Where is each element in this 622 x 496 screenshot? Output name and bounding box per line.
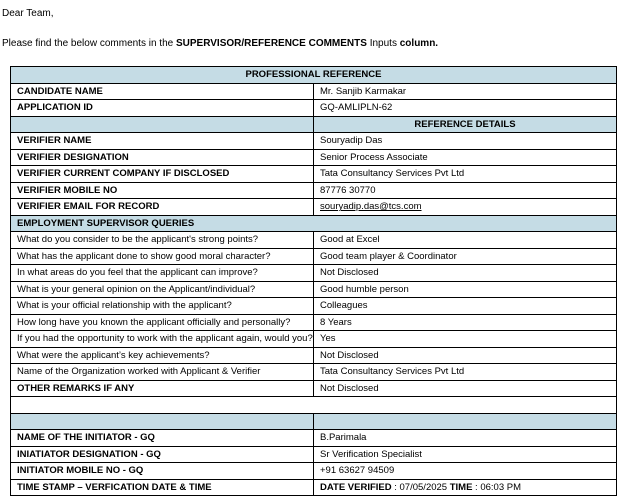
reference-details-header: REFERENCE DETAILS xyxy=(314,116,617,133)
professional-reference-table xyxy=(10,66,617,496)
initiator-label: NAME OF THE INITIATOR - GQ xyxy=(11,430,314,447)
query-row xyxy=(11,281,617,298)
query-row xyxy=(11,331,617,348)
application-label: APPLICATION ID xyxy=(11,100,314,117)
query-answer: Good humble person xyxy=(314,281,617,298)
table-title: PROFESSIONAL REFERENCE xyxy=(11,67,617,84)
initiator-value: B.Parimala xyxy=(314,430,617,447)
query-row xyxy=(11,232,617,249)
blank-cell xyxy=(11,397,617,414)
email-link[interactable]: souryadip.das@tcs.com xyxy=(320,201,422,213)
date-value: : 07/05/2025 xyxy=(391,481,450,493)
timestamp-value xyxy=(314,479,617,496)
query-question: What has the applicant done to show good moral character? xyxy=(11,248,314,265)
query-answer: Not Disclosed xyxy=(314,265,617,282)
query-row xyxy=(11,347,617,364)
verifier-value: Tata Consultancy Services Pvt Ltd xyxy=(314,166,617,183)
query-question: What do you consider to be the applicant's strong points? xyxy=(11,232,314,249)
candidate-value: Mr. Sanjib Karmakar xyxy=(314,83,617,100)
query-answer: Good at Excel xyxy=(314,232,617,249)
table-title-row xyxy=(11,67,617,84)
other-remarks-row xyxy=(11,380,617,397)
query-question: Name of the Organization worked with Applicant & Verifier xyxy=(11,364,314,381)
intro-highlight: SUPERVISOR/REFERENCE COMMENTS xyxy=(175,38,367,49)
blank-row xyxy=(11,397,617,414)
intro-suffix: column. xyxy=(399,38,439,49)
intro-prefix: Please find the below comments in the xyxy=(2,38,176,49)
blank-shaded-cell xyxy=(314,413,617,430)
queries-header-row xyxy=(11,215,617,232)
initiator-value: Sr Verification Specialist xyxy=(314,446,617,463)
verifier-label: VERIFIER DESIGNATION xyxy=(11,149,314,166)
verifier-value: 87776 30770 xyxy=(314,182,617,199)
query-question: How long have you known the applicant officially and personally? xyxy=(11,314,314,331)
query-question: What were the applicant’s key achievements? xyxy=(11,347,314,364)
query-answer: Colleagues xyxy=(314,298,617,315)
time-label: TIME xyxy=(449,481,473,493)
other-remarks-value: Not Disclosed xyxy=(314,380,617,397)
verifier-label: VERIFIER NAME xyxy=(11,133,314,150)
verifier-value: Souryadip Das xyxy=(314,133,617,150)
application-row xyxy=(11,100,617,117)
candidate-label: CANDIDATE NAME xyxy=(11,83,314,100)
verifier-row xyxy=(11,166,617,183)
query-row xyxy=(11,265,617,282)
blank-shaded-row xyxy=(11,413,617,430)
verifier-row xyxy=(11,199,617,216)
reference-details-row xyxy=(11,116,617,133)
verifier-label: VERIFIER MOBILE NO xyxy=(11,182,314,199)
intro-middle: Inputs xyxy=(366,38,400,49)
verifier-row xyxy=(11,149,617,166)
candidate-row xyxy=(11,83,617,100)
query-question: In what areas do you feel that the applicant can improve? xyxy=(11,265,314,282)
initiator-label: INIATIATOR DESIGNATION - GQ xyxy=(11,446,314,463)
timestamp-label: TIME STAMP – VERFICATION DATE & TIME xyxy=(11,479,314,496)
query-row xyxy=(11,314,617,331)
verifier-row xyxy=(11,133,617,150)
reference-details-blank xyxy=(11,116,314,133)
greeting: Dear Team, xyxy=(2,8,54,19)
verifier-value: Senior Process Associate xyxy=(314,149,617,166)
initiator-value: +91 63627 94509 xyxy=(314,463,617,480)
queries-header: EMPLOYMENT SUPERVISOR QUERIES xyxy=(11,215,617,232)
query-row xyxy=(11,298,617,315)
query-answer: 8 Years xyxy=(314,314,617,331)
initiator-label: INITIATOR MOBILE NO - GQ xyxy=(11,463,314,480)
verifier-email-value[interactable] xyxy=(314,199,617,216)
query-answer: Not Disclosed xyxy=(314,347,617,364)
timestamp-row xyxy=(11,479,617,496)
query-question: What is your official relationship with the applicant? xyxy=(11,298,314,315)
verifier-row xyxy=(11,182,617,199)
intro-text xyxy=(2,38,438,49)
query-answer: Good team player & Coordinator xyxy=(314,248,617,265)
query-answer: Tata Consultancy Services Pvt Ltd xyxy=(314,364,617,381)
verifier-label: VERIFIER CURRENT COMPANY IF DISCLOSED xyxy=(11,166,314,183)
application-value: GQ-AMLIPLN-62 xyxy=(314,100,617,117)
initiator-row xyxy=(11,430,617,447)
blank-shaded-cell xyxy=(11,413,314,430)
verifier-label: VERIFIER EMAIL FOR RECORD xyxy=(11,199,314,216)
query-question: If you had the opportunity to work with the applicant again, would you? xyxy=(11,331,314,348)
query-row xyxy=(11,248,617,265)
query-answer: Yes xyxy=(314,331,617,348)
initiator-row xyxy=(11,463,617,480)
time-value: : 06:03 PM xyxy=(472,481,522,493)
query-question: What is your general opinion on the Applicant/individual? xyxy=(11,281,314,298)
date-label: DATE VERIFIED xyxy=(320,481,392,493)
other-remarks-label: OTHER REMARKS IF ANY xyxy=(11,380,314,397)
initiator-row xyxy=(11,446,617,463)
query-row xyxy=(11,364,617,381)
